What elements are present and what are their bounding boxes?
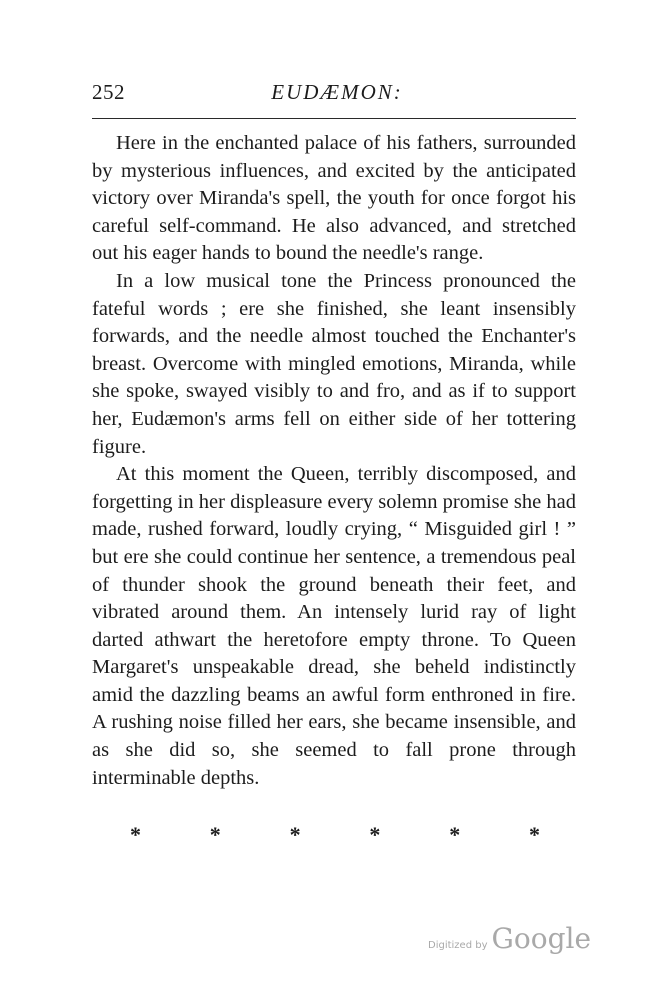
paragraph-3: At this moment the Queen, terribly discomposed, and forgetting in her displeasure every solemn promise she had made, rushed forward, loudly crying, “ Misguided girl ! ” but ere she could continue her sentence, a tremendous peal of thunder shook the ground beneath their feet, and vibrated around them. An intensely lurid ray of light darted athwart the heretofore empty throne. To Queen Margaret's unspeakable dread, she beheld indistinctly amid the dazzling beams an awful form enthroned in fire. A rushing noise filled her ears, she became insensible, and as she did so, she seemed to fall prone through interminable depths.	[92, 463, 576, 789]
watermark-prefix: Digitized by	[428, 940, 488, 951]
running-title: EUDÆMON:	[271, 80, 403, 104]
header-rule	[92, 118, 576, 119]
section-break-star: *	[528, 822, 540, 847]
body-text	[92, 130, 576, 792]
watermark-brand: Google	[491, 922, 592, 955]
section-break	[130, 822, 540, 848]
google-watermark	[428, 922, 591, 955]
section-break-star: *	[130, 822, 141, 847]
section-break-star: *	[369, 822, 381, 847]
section-break-star: *	[449, 822, 461, 847]
paragraph-1: Here in the enchanted palace of his fathers, surrounded by mysterious influences, and excited by the anticipated victory over Miranda's spell, the youth for once forgot his careful self-command. He also advanced, and stretched out his eager hands to bound the needle's range.	[92, 132, 576, 265]
page-header	[92, 80, 576, 110]
page-number: 252	[92, 80, 125, 104]
paragraph-2: In a low musical tone the Princess pronounced the fateful words ; ere she finished, she leant insensibly forwards, and the needle almost touched the Enchanter's breast. Overcome with mingled emotions, Miranda, while she spoke, swayed visibly to and fro, and as if to support her, Eudæmon's arms fell on either side of her tottering figure.	[92, 269, 576, 458]
section-break-star: *	[289, 822, 301, 847]
section-break-star: *	[209, 822, 221, 847]
